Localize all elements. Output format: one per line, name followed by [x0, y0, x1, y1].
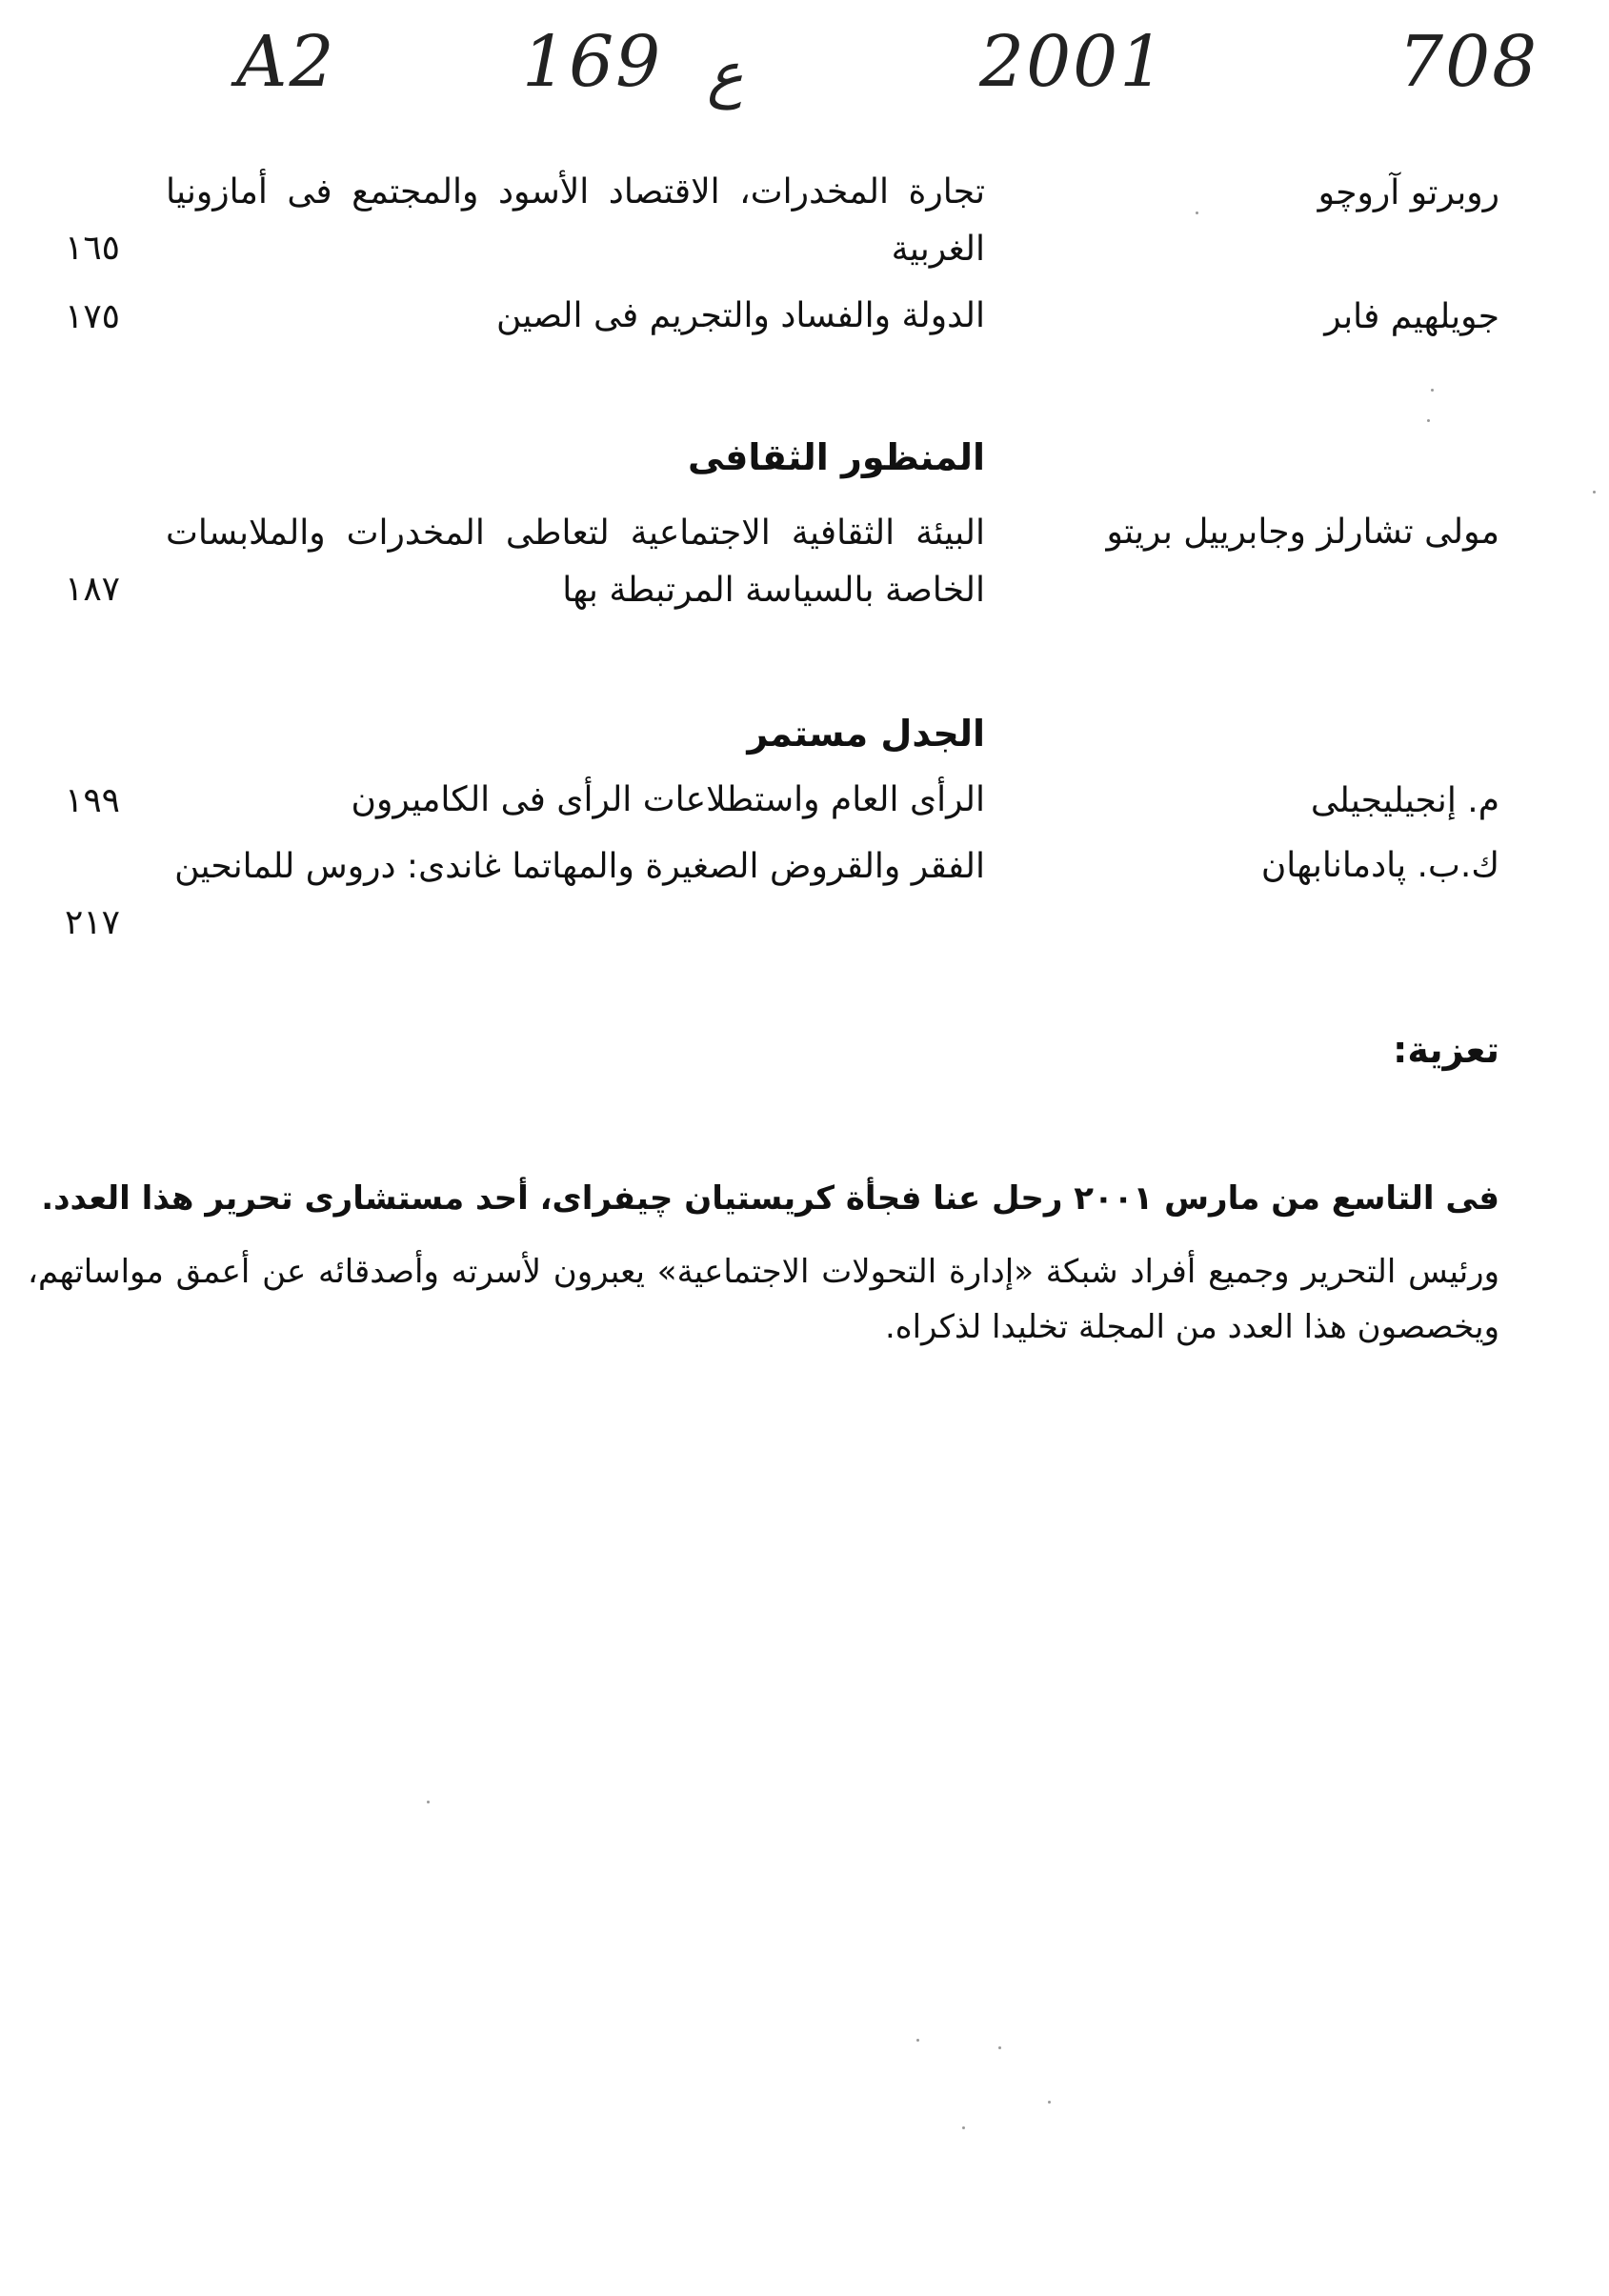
scan-speck [427, 1801, 430, 1803]
scan-speck [916, 2039, 919, 2042]
toc-author: م. إنجيليجيلى [1310, 781, 1499, 820]
scan-speck [1048, 2101, 1051, 2104]
toc-page-number: ١٨٧ [65, 570, 121, 609]
handwritten-note-a2: A2 [236, 21, 336, 103]
scan-speck [998, 2046, 1001, 2049]
toc-page-number: ١٦٥ [65, 229, 121, 268]
toc-page-number: ٢١٧ [65, 903, 121, 942]
handwritten-note-169: 169 [522, 21, 663, 103]
handwritten-note-ain: ع [707, 40, 744, 111]
scan-speck [962, 2126, 965, 2129]
toc-page-number: ١٧٥ [65, 297, 121, 336]
handwritten-note-2001: 2001 [979, 21, 1167, 103]
toc-author: مولى تشارلز وجابرييل بريتو [1106, 513, 1499, 552]
toc-title: الدولة والفساد والتجريم فى الصين [496, 296, 985, 335]
section-heading: الجدل مستمر [747, 713, 985, 755]
scan-speck [1593, 491, 1596, 493]
scan-speck [1427, 419, 1430, 422]
toc-author: روبرتو آروچو [1317, 173, 1499, 212]
condolence-announcement: فى التاسع من مارس ٢٠٠١ رحل عنا فجأة كريستيان چيفراى، أحد مستشارى تحرير هذا العدد. [41, 1179, 1499, 1218]
handwritten-note-708: 708 [1398, 21, 1539, 103]
toc-title: البيئة الثقافية الاجتماعية لتعاطى المخدرات والملابسات الخاصة بالسياسة المرتبطة بها [166, 514, 985, 610]
condolence-heading: تعزية: [1393, 1029, 1499, 1071]
scan-speck [1431, 389, 1434, 392]
toc-author: ك.ب. پادمانابهان [1260, 846, 1499, 885]
section-heading: المنظور الثقافى [688, 436, 985, 478]
toc-title: الرأى العام واستطلاعات الرأى فى الكاميرون [351, 780, 985, 819]
toc-page-number: ١٩٩ [65, 781, 121, 820]
scan-speck [1196, 211, 1198, 214]
toc-author: جويلهيم فابر [1324, 297, 1499, 336]
condolence-message: ورئيس التحرير وجميع أفراد شبكة «إدارة التحولات الاجتماعية» يعبرون لأسرته وأصدقائه عن أعمق مواساتهم، ويخصصون هذا العدد من المجلة تخليدا لذكراه. [28, 1253, 1499, 1346]
toc-title: الفقر والقروض الصغيرة والمهاتما غاندى: دروس للمانحين [174, 847, 985, 886]
toc-title: تجارة المخدرات، الاقتصاد الأسود والمجتمع فى أمازونيا الغربية [166, 172, 985, 269]
